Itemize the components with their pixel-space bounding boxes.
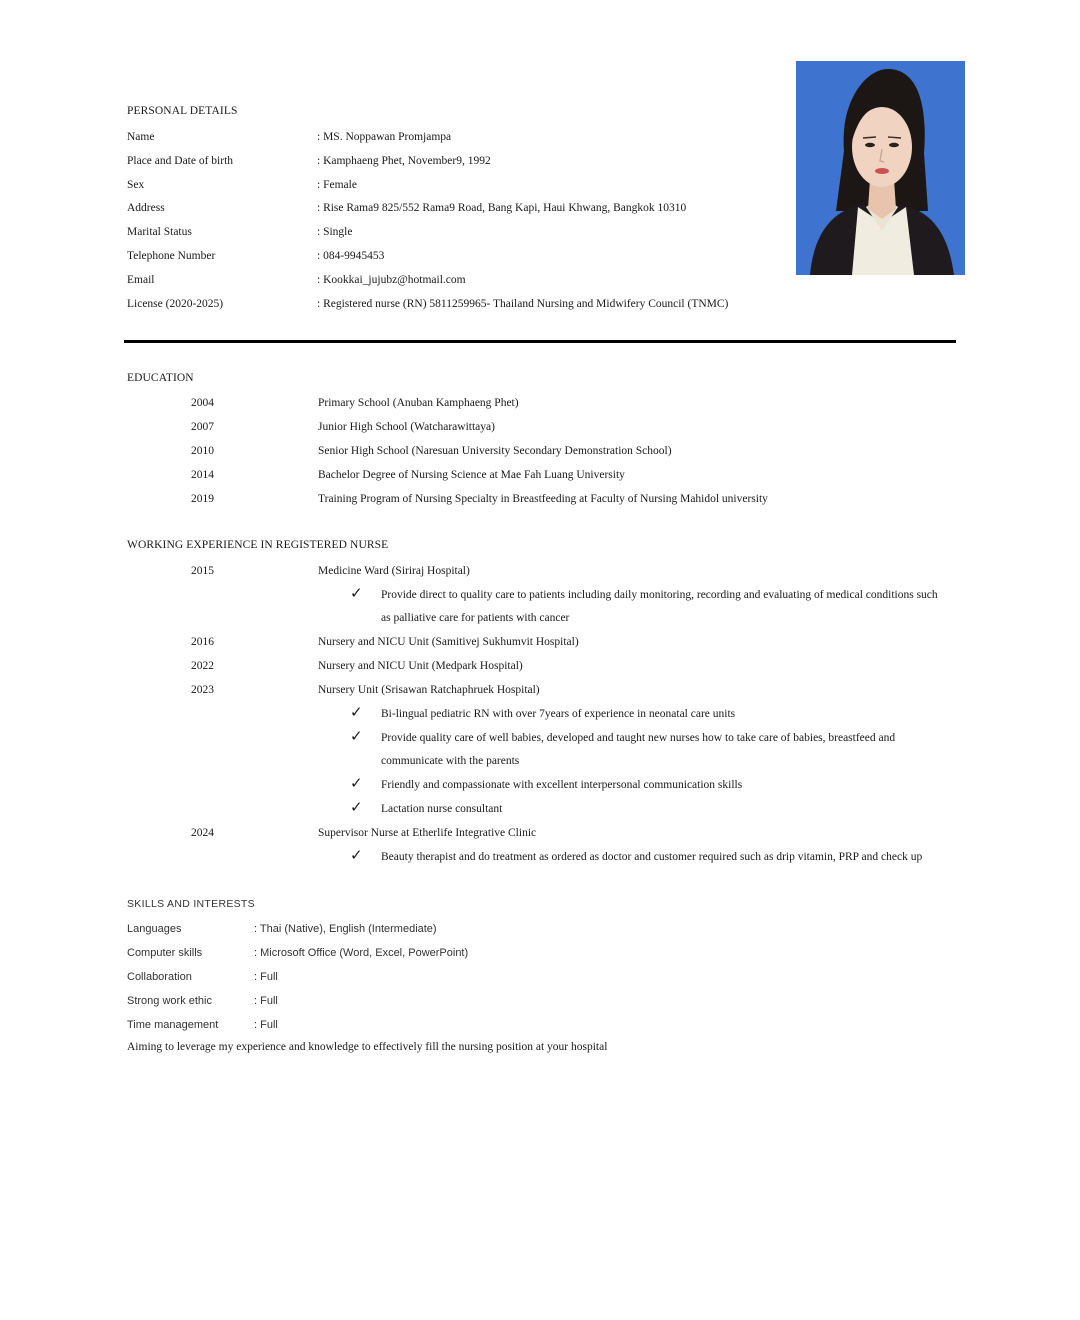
portrait-photo xyxy=(796,61,965,275)
bullet-text: Friendly and compassionate with excellent interpersonal communication skills xyxy=(381,779,743,791)
education-year: 2014 xyxy=(191,469,214,481)
checkmark-icon: ✓ xyxy=(350,798,363,816)
checkmark-icon: ✓ xyxy=(350,846,363,864)
education-text: Bachelor Degree of Nursing Science at Mae Fah Luang University xyxy=(318,469,625,481)
skill-label: Computer skills xyxy=(127,947,203,959)
field-value: : Female xyxy=(317,179,357,191)
skill-value: : Full xyxy=(254,971,278,983)
email-value: : Kookkai_jujubz@hotmail.com xyxy=(317,274,466,286)
skill-label: Languages xyxy=(127,923,182,935)
field-label: Marital Status xyxy=(127,226,192,238)
skill-label: Strong work ethic xyxy=(127,995,212,1007)
job-year: 2016 xyxy=(191,636,214,648)
checkmark-icon: ✓ xyxy=(350,774,363,792)
education-title: EDUCATION xyxy=(127,372,194,384)
portrait-illustration xyxy=(796,61,965,275)
checkmark-icon: ✓ xyxy=(350,703,363,721)
bullet-text: Provide direct to quality care to patients including daily monitoring, recording and evaluating of medical conditions such xyxy=(381,589,938,601)
closing-statement: Aiming to leverage my experience and knowledge to effectively fill the nursing position at your hospital xyxy=(127,1041,608,1053)
field-value: : Rise Rama9 825/552 Rama9 Road, Bang Kapi, Haui Khwang, Bangkok 10310 xyxy=(317,202,687,214)
job-place: Nursery and NICU Unit (Medpark Hospital) xyxy=(318,660,523,672)
job-year: 2015 xyxy=(191,565,214,577)
skill-value: : Full xyxy=(254,1019,278,1031)
education-text: Junior High School (Watcharawittaya) xyxy=(318,421,495,433)
section-divider xyxy=(124,340,956,343)
field-value: : Registered nurse (RN) 5811259965- Thailand Nursing and Midwifery Council (TNMC) xyxy=(317,298,729,310)
bullet-text: Beauty therapist and do treatment as ordered as doctor and customer required such as drip vitamin, PRP and check up xyxy=(381,851,923,863)
field-value: : 084-9945453 xyxy=(317,250,385,262)
skill-label: Collaboration xyxy=(127,971,192,983)
education-text: Senior High School (Naresuan University Secondary Demonstration School) xyxy=(318,445,672,457)
bullet-text: Bi-lingual pediatric RN with over 7years of experience in neonatal care units xyxy=(381,708,736,720)
field-value: : Kamphaeng Phet, November9, 1992 xyxy=(317,155,491,167)
job-year: 2024 xyxy=(191,827,214,839)
field-label: Sex xyxy=(127,179,145,191)
education-year: 2019 xyxy=(191,493,214,505)
education-year: 2010 xyxy=(191,445,214,457)
skills-title: SKILLS AND INTERESTS xyxy=(127,898,255,910)
education-year: 2004 xyxy=(191,397,214,409)
bullet-text: communicate with the parents xyxy=(381,755,520,767)
education-year: 2007 xyxy=(191,421,214,433)
skill-label: Time management xyxy=(127,1019,219,1031)
skill-value: : Microsoft Office (Word, Excel, PowerPoint) xyxy=(254,947,469,959)
field-label: Place and Date of birth xyxy=(127,155,234,167)
checkmark-icon: ✓ xyxy=(350,584,363,602)
field-label: Email xyxy=(127,274,155,286)
field-label: Name xyxy=(127,131,155,143)
bullet-text: Lactation nurse consultant xyxy=(381,803,503,815)
education-text: Training Program of Nursing Specialty in Breastfeeding at Faculty of Nursing Mahidol university xyxy=(318,493,768,505)
skill-value: : Full xyxy=(254,995,278,1007)
bullet-text: as palliative care for patients with cancer xyxy=(381,612,570,624)
job-place: Nursery and NICU Unit (Samitivej Sukhumvit Hospital) xyxy=(318,636,579,648)
checkmark-icon: ✓ xyxy=(350,727,363,745)
bullet-text: Provide quality care of well babies, developed and taught new nurses how to take care of babies, breastfeed and xyxy=(381,732,896,744)
job-year: 2022 xyxy=(191,660,214,672)
work-experience-title: WORKING EXPERIENCE IN REGISTERED NURSE xyxy=(127,539,389,551)
job-place: Supervisor Nurse at Etherlife Integrative Clinic xyxy=(318,827,537,839)
field-label: Address xyxy=(127,202,165,214)
job-place: Nursery Unit (Srisawan Ratchaphruek Hospital) xyxy=(318,684,540,696)
field-value: : MS. Noppawan Promjampa xyxy=(317,131,452,143)
education-text: Primary School (Anuban Kamphaeng Phet) xyxy=(318,397,519,409)
field-label: Telephone Number xyxy=(127,250,216,262)
field-value: : Single xyxy=(317,226,353,238)
skill-value: : Thai (Native), English (Intermediate) xyxy=(254,923,437,935)
field-label: License (2020-2025) xyxy=(127,298,224,310)
job-place: Medicine Ward (Siriraj Hospital) xyxy=(318,565,470,577)
job-year: 2023 xyxy=(191,684,214,696)
personal-details-title: PERSONAL DETAILS xyxy=(127,105,238,117)
